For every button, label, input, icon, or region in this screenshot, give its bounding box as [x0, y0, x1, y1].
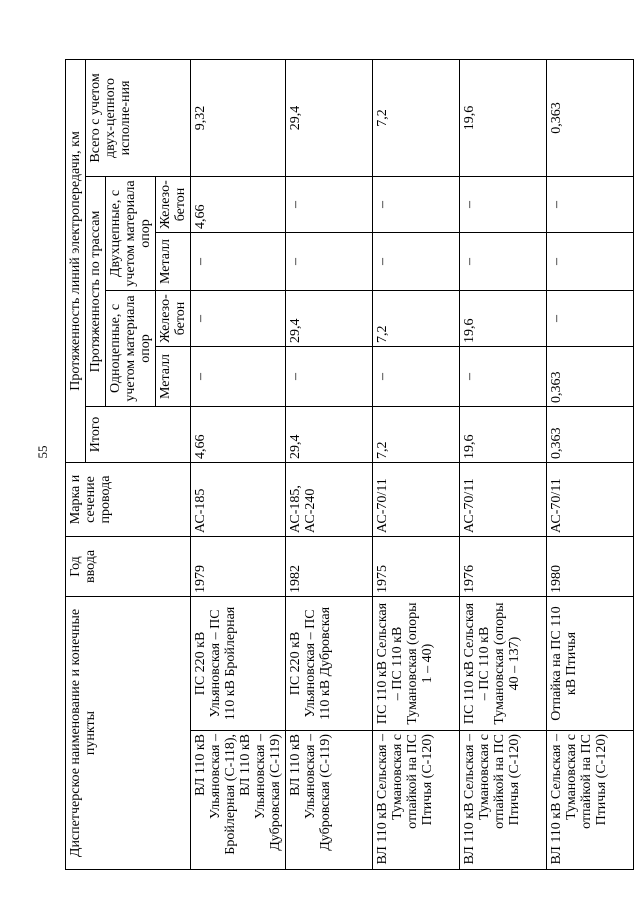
total-cell: 7,2 — [373, 406, 460, 462]
year-cell: 1979 — [191, 536, 286, 596]
table-row — [460, 59, 547, 869]
header-single-metal: Металл — [156, 346, 191, 406]
header-year: Год ввода — [66, 536, 191, 596]
double-concrete-cell: – — [373, 176, 460, 232]
rotated-table-container — [65, 60, 640, 870]
all-double-cell: 0,363 — [547, 59, 634, 176]
line-endpoints: ПС 110 кВ Сельская – ПС 110 кВ Тумановская (опоры 40 – 137) — [460, 596, 547, 730]
single-concrete-cell: – — [191, 290, 286, 346]
double-concrete-cell: – — [460, 176, 547, 232]
double-concrete-cell: – — [286, 176, 373, 232]
double-concrete-cell: 4,66 — [191, 176, 286, 232]
header-routes-group: Протяженность по трассам — [86, 176, 106, 406]
header-single-circuit: Одноцепные, с учетом материала опор — [106, 290, 156, 406]
page-number: 55 — [35, 445, 50, 459]
line-endpoints: ПС 220 кВ Ульяновская – ПС 110 кВ Бройлерная — [191, 596, 286, 730]
total-cell: 0,363 — [547, 406, 634, 462]
table-row — [286, 59, 373, 869]
single-metal-cell: – — [286, 346, 373, 406]
single-concrete-cell: 29,4 — [286, 290, 373, 346]
double-concrete-cell: – — [547, 176, 634, 232]
single-metal-cell: – — [373, 346, 460, 406]
all-double-cell: 7,2 — [373, 59, 460, 176]
line-name: ВЛ 110 кВ Сельская – Тумановская с отпайкой на ПС Птичья (С-120) — [460, 731, 547, 870]
double-metal-cell: – — [547, 232, 634, 290]
wire-cell: АС-185, АС-240 — [286, 462, 373, 536]
year-cell: 1980 — [547, 536, 634, 596]
header-double-circuit: Двухцепные, с учетом материала опор — [106, 176, 156, 290]
year-cell: 1975 — [373, 536, 460, 596]
single-concrete-cell: 7,2 — [373, 290, 460, 346]
all-double-cell: 19,6 — [460, 59, 547, 176]
header-double-metal: Металл — [156, 232, 191, 290]
single-concrete-cell: – — [547, 290, 634, 346]
header-all-double: Всего с учетом двух-цепного исполне-ния — [86, 59, 191, 176]
double-metal-cell: – — [191, 232, 286, 290]
all-double-cell: 29,4 — [286, 59, 373, 176]
year-cell: 1982 — [286, 536, 373, 596]
wire-cell: АС-70/11 — [547, 462, 634, 536]
header-single-concrete: Железо-бетон — [156, 290, 191, 346]
power-lines-table — [65, 59, 634, 870]
line-name: ВЛ 110 кВ Ульяновская – Бройлерная (С-118), ВЛ 110 кВ Ульяновская – Дубровская (С-119) — [191, 731, 286, 870]
table-row — [191, 59, 286, 869]
table-row — [373, 59, 460, 869]
line-name: ВЛ 110 кВ Ульяновская – Дубровская (С-119) — [286, 731, 373, 870]
header-dispatch-name: Диспетчерское наименование и конечные пункты — [66, 596, 191, 869]
double-metal-cell: – — [286, 232, 373, 290]
wire-cell: АС-70/11 — [460, 462, 547, 536]
line-endpoints: ПС 110 кВ Сельская – ПС 110 кВ Тумановская (опоры 1 – 40) — [373, 596, 460, 730]
table-row — [547, 59, 634, 869]
line-name: ВЛ 110 кВ Сельская – Тумановская с отпайкой на ПС Птичья (С-120) — [547, 731, 634, 870]
single-metal-cell: – — [460, 346, 547, 406]
header-total: Итого — [86, 406, 191, 462]
double-metal-cell: – — [373, 232, 460, 290]
single-metal-cell: 0,363 — [547, 346, 634, 406]
all-double-cell: 9,32 — [191, 59, 286, 176]
header-length-group: Протяженность линий электропередачи, км — [66, 59, 86, 462]
double-metal-cell: – — [460, 232, 547, 290]
total-cell: 29,4 — [286, 406, 373, 462]
total-cell: 4,66 — [191, 406, 286, 462]
header-double-concrete: Железо-бетон — [156, 176, 191, 232]
total-cell: 19,6 — [460, 406, 547, 462]
single-metal-cell: – — [191, 346, 286, 406]
line-name: ВЛ 110 кВ Сельская – Тумановская с отпайкой на ПС Птичья (С-120) — [373, 731, 460, 870]
wire-cell: АС-185 — [191, 462, 286, 536]
year-cell: 1976 — [460, 536, 547, 596]
header-wire: Марка и сечение провода — [66, 462, 191, 536]
line-endpoints: ПС 220 кВ Ульяновская – ПС 110 кВ Дубровская — [286, 596, 373, 730]
line-endpoints: Отпайка на ПС 110 кВ Птичья — [547, 596, 634, 730]
single-concrete-cell: 19,6 — [460, 290, 547, 346]
wire-cell: АС-70/11 — [373, 462, 460, 536]
